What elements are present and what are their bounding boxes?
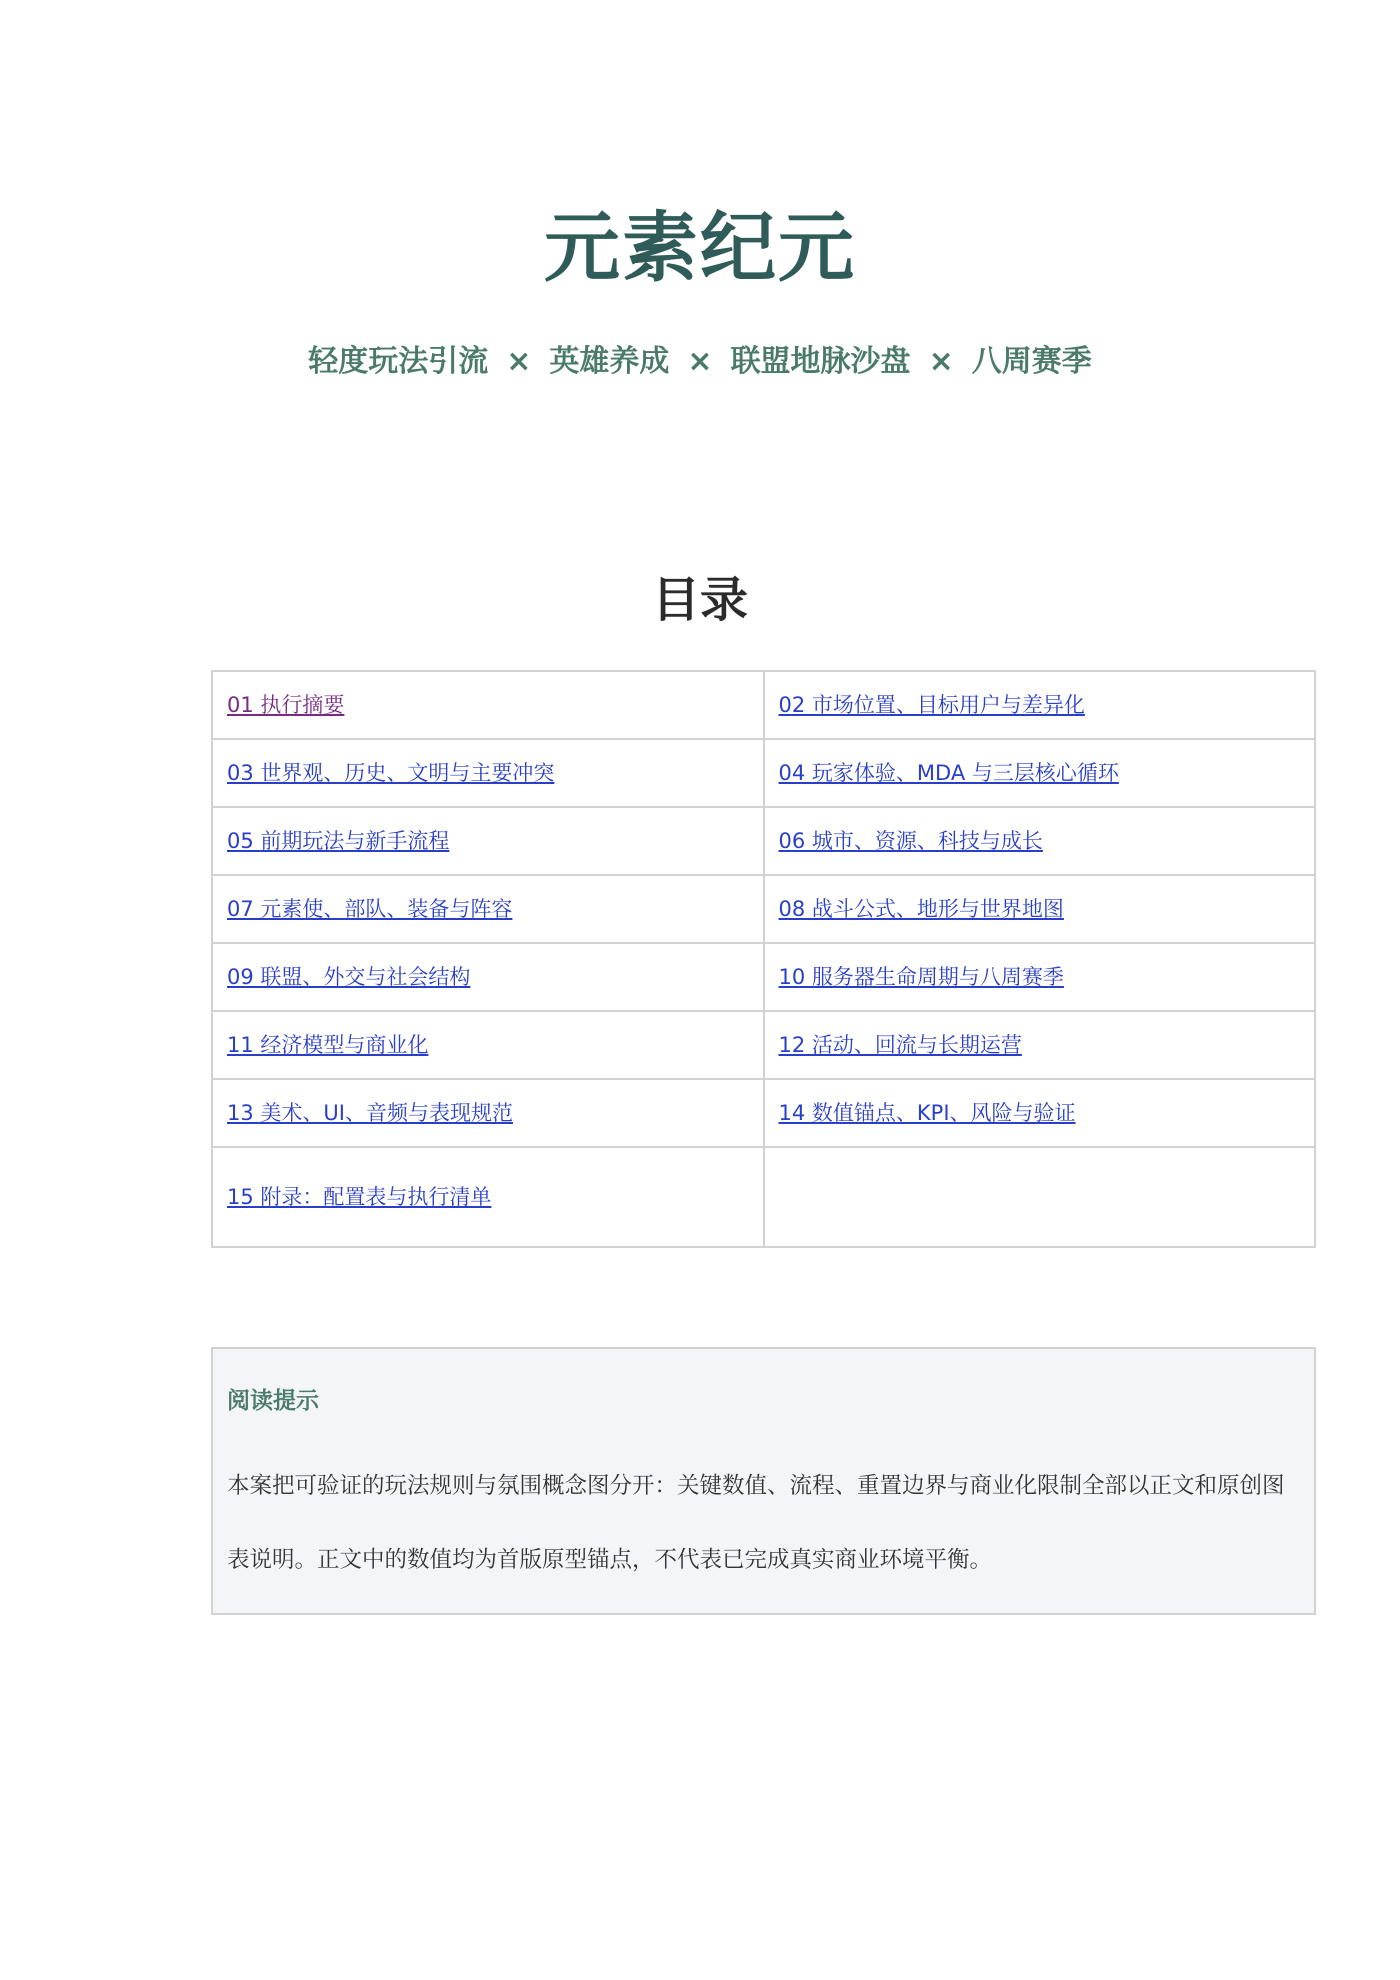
toc-row	[212, 1147, 1315, 1247]
toc-cell	[212, 671, 764, 739]
toc-cell	[212, 1147, 764, 1247]
toc-cell	[212, 875, 764, 943]
reading-note-title: 阅读提示	[227, 1388, 319, 1414]
subtitle-part: 轻度玩法引流	[308, 344, 489, 379]
toc-cell	[212, 1079, 764, 1147]
toc-cell	[212, 1011, 764, 1079]
separator-icon: ×	[687, 344, 713, 379]
toc-cell	[212, 739, 764, 807]
reading-note-box	[211, 1347, 1316, 1615]
toc-cell	[764, 875, 1316, 943]
toc-cell	[212, 807, 764, 875]
subtitle-part: 联盟地脉沙盘	[730, 344, 911, 379]
toc-link-05[interactable]: 05 前期玩法与新手流程	[227, 829, 450, 853]
toc-link-08[interactable]: 08 战斗公式、地形与世界地图	[778, 897, 1064, 921]
toc-link-14[interactable]: 14 数值锚点、KPI、风险与验证	[778, 1101, 1076, 1125]
toc-link-12[interactable]: 12 活动、回流与长期运营	[778, 1033, 1022, 1057]
separator-icon: ×	[506, 344, 532, 379]
toc-cell	[212, 943, 764, 1011]
toc-row	[212, 1011, 1315, 1079]
reading-note-text: 本案把可验证的玩法规则与氛围概念图分开：关键数值、流程、重置边界与商业化限制全部以正文和原创图表说明。正文中的数值均为首版原型锚点，不代表已完成真实商业环境平衡。	[227, 1473, 1285, 1573]
toc-cell	[764, 807, 1316, 875]
toc-cell	[764, 1079, 1316, 1147]
toc-cell	[764, 671, 1316, 739]
toc-cell	[764, 1011, 1316, 1079]
toc-heading: 目录	[651, 572, 748, 628]
toc-link-06[interactable]: 06 城市、资源、科技与成长	[778, 829, 1043, 853]
toc-empty-cell	[764, 1147, 1316, 1247]
toc-link-03[interactable]: 03 世界观、历史、文明与主要冲突	[227, 761, 555, 785]
toc-link-04[interactable]: 04 玩家体验、MDA 与三层核心循环	[778, 761, 1119, 785]
toc-link-15[interactable]: 15 附录：配置表与执行清单	[227, 1185, 492, 1209]
toc-link-09[interactable]: 09 联盟、外交与社会结构	[227, 965, 471, 989]
toc-row	[212, 875, 1315, 943]
toc-link-01[interactable]: 01 执行摘要	[227, 693, 345, 717]
toc-link-02[interactable]: 02 市场位置、目标用户与差异化	[778, 693, 1085, 717]
toc-row	[212, 739, 1315, 807]
document-title: 元素纪元	[544, 203, 856, 292]
toc-row	[212, 943, 1315, 1011]
toc-row	[212, 1079, 1315, 1147]
toc-cell	[764, 739, 1316, 807]
separator-icon: ×	[928, 344, 954, 379]
toc-link-10[interactable]: 10 服务器生命周期与八周赛季	[778, 965, 1064, 989]
subtitle-part: 八周赛季	[971, 344, 1092, 379]
toc-cell	[764, 943, 1316, 1011]
subtitle-part: 英雄养成	[549, 344, 670, 379]
toc-link-07[interactable]: 07 元素使、部队、装备与阵容	[227, 897, 513, 921]
toc-table	[211, 670, 1316, 1248]
toc-row	[212, 671, 1315, 739]
toc-link-13[interactable]: 13 美术、UI、音频与表现规范	[227, 1101, 513, 1125]
subtitle	[0, 342, 1400, 382]
toc-link-11[interactable]: 11 经济模型与商业化	[227, 1033, 429, 1057]
toc-row	[212, 807, 1315, 875]
